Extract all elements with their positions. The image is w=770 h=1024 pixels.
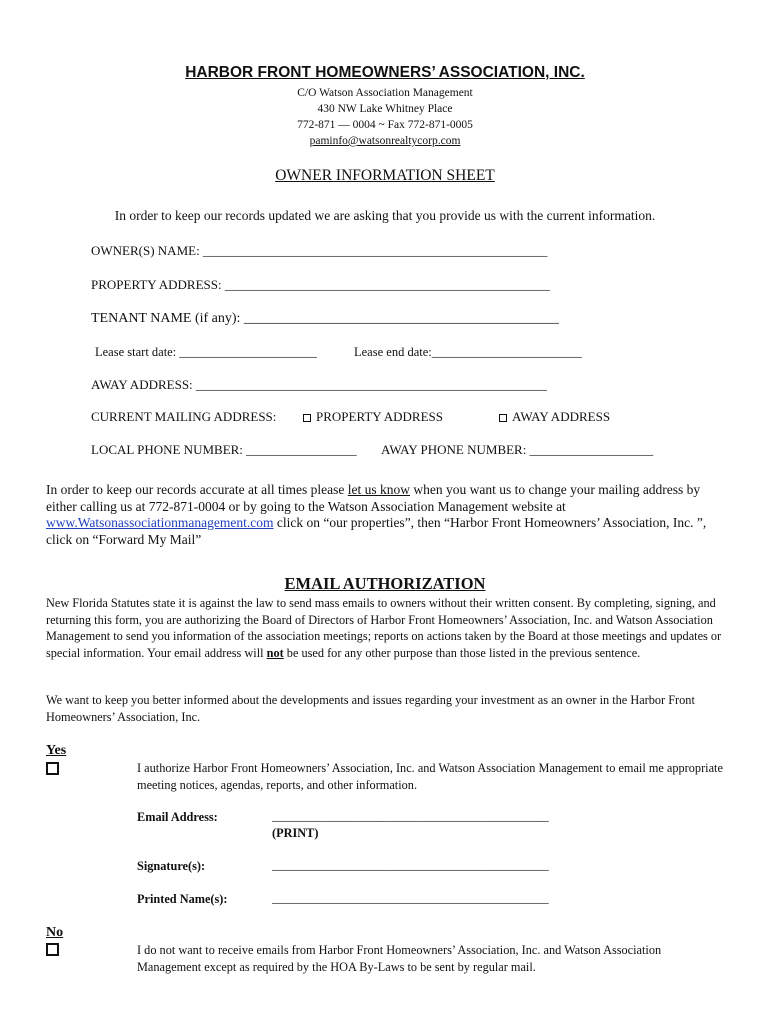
away-checkbox-icon[interactable] <box>499 414 507 422</box>
printed-name-field[interactable]: _____________________________________________ <box>272 891 549 905</box>
inform-paragraph: We want to keep you better informed about the developments and issues regarding your investment as an owner in the Harbor Front Homeowners’ Association, Inc. <box>46 693 695 724</box>
mailing-option-away[interactable] <box>499 409 610 425</box>
org-title: HARBOR FRONT HOMEOWNERS’ ASSOCIATION, INC. <box>185 64 585 81</box>
phone-fax: 772-871 — 0004 ~ Fax 772-871-0005 <box>297 119 473 131</box>
away-phone-field[interactable]: AWAY PHONE NUMBER: ___________________ <box>381 442 654 457</box>
no-label: No <box>46 925 64 940</box>
sheet-title: OWNER INFORMATION SHEET <box>275 167 495 184</box>
let-us-know-link[interactable]: let us know <box>347 482 410 497</box>
yes-text: I authorize Harbor Front Homeowners’ Association, Inc. and Watson Association Management to email me appropriate meeting notices, agendas, reports, and other information. <box>137 761 723 792</box>
property-address-field[interactable]: PROPERTY ADDRESS: __________________________________________________ <box>91 277 550 292</box>
local-phone-field[interactable]: LOCAL PHONE NUMBER: _________________ <box>91 442 357 457</box>
mailing-address-label: CURRENT MAILING ADDRESS: <box>91 409 277 424</box>
street-address: 430 NW Lake Whitney Place <box>317 103 453 115</box>
care-of-line: C/O Watson Association Management <box>297 87 473 99</box>
property-checkbox-icon[interactable] <box>303 414 311 422</box>
records-text-3: click on “our properties”, then “Harbor Front Homeowners’ Association, Inc. ”, click on “Forward My Mail” <box>46 515 707 547</box>
not-emphasis: not <box>266 645 284 660</box>
email-authorization-title: EMAIL AUTHORIZATION <box>284 574 486 593</box>
away-address-field[interactable]: AWAY ADDRESS: ______________________________________________________ <box>91 377 547 392</box>
away-option-label: AWAY ADDRESS <box>512 409 611 424</box>
records-paragraph <box>46 482 728 548</box>
statutes-text-2: be used for any other purpose than those listed in the previous sentence. <box>283 645 641 660</box>
signature-field[interactable]: _____________________________________________ <box>272 858 549 872</box>
signature-label: Signature(s): <box>137 859 206 873</box>
yes-label: Yes <box>46 743 67 758</box>
mailing-option-property[interactable] <box>303 409 443 425</box>
email-address-label: Email Address: <box>137 810 218 824</box>
lease-end-field[interactable]: Lease end date:________________________ <box>354 345 582 359</box>
records-text-2: when you want us to change your mailing address by either calling us at 772-871-0004 or by going to the Watson Association Management website at <box>46 482 701 514</box>
email-address-field[interactable]: _____________________________________________ <box>272 809 549 823</box>
printed-name-label: Printed Name(s): <box>137 892 228 906</box>
statutes-text-1: New Florida Statutes state it is against the law to send mass emails to owners without their written consent. By completing, signing, and returning this form, you are authorizing the Board of Directors of Harbor Front Homeowners’ Association, Inc. and Watson Association Management to send you information of the association meetings; reports on actions taken by the Board at those meetings and updates or special information. Your email address will <box>46 596 722 660</box>
owners-name-field[interactable]: OWNER(S) NAME: _____________________________________________________ <box>91 243 548 258</box>
tenant-name-field[interactable]: TENANT NAME (if any): _____________________________________________ <box>91 311 559 326</box>
property-option-label: PROPERTY ADDRESS <box>316 409 443 424</box>
print-note: (PRINT) <box>272 826 319 840</box>
statutes-paragraph <box>46 595 726 661</box>
website-link[interactable]: www.Watsonassociationmanagement.com <box>46 515 274 530</box>
no-text: I do not want to receive emails from Harbor Front Homeowners’ Association, Inc. and Watson Association Management except as required by the HOA By-Laws to be sent by regular mail. <box>137 943 662 974</box>
yes-checkbox[interactable] <box>46 762 59 775</box>
contact-email-link[interactable]: paminfo@watsonrealtycorp.com <box>309 135 461 147</box>
no-checkbox[interactable] <box>46 943 59 956</box>
records-text-1: In order to keep our records accurate at all times please <box>46 482 348 497</box>
intro-text: In order to keep our records updated we are asking that you provide us with the current information. <box>114 208 656 223</box>
lease-start-field[interactable]: Lease start date: ______________________ <box>95 345 317 359</box>
